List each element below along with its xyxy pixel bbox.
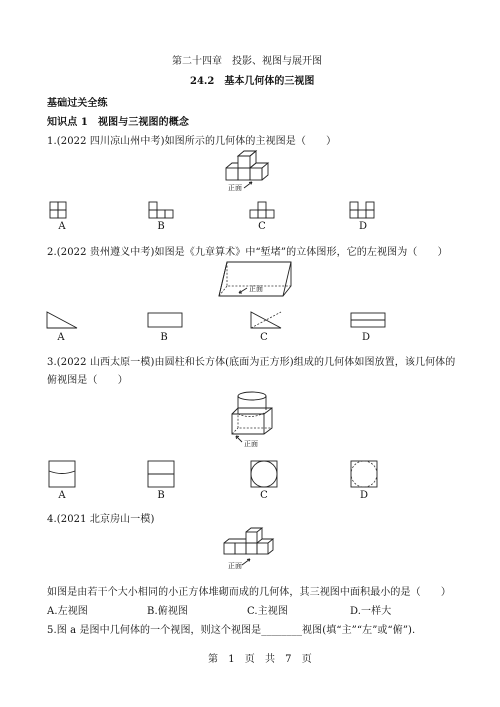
q2-option-c[interactable]: C [260,332,268,343]
q4-choice-c[interactable]: C.主视图 [247,606,288,617]
q4-choice-b[interactable]: B.俯视图 [147,606,189,617]
q3-option-b-figure [147,460,175,488]
q2-option-a-figure [46,311,78,329]
question-3-solid-figure [226,388,282,448]
q1-option-c-figure [249,201,275,219]
q3-option-a-figure [48,460,76,488]
q3-option-c[interactable]: C [260,490,268,501]
practice-heading: 基础过关全练 [47,98,108,109]
question-1-text: 1.(2022 四川凉山州中考)如图所示的几何体的主视图是（ ） [47,136,337,147]
q2-option-b[interactable]: B [160,332,168,343]
q1-option-b[interactable]: B [157,221,165,232]
q2-option-b-figure [147,312,183,328]
question-3-text-line1: 3.(2022 山西太原一模)由圆柱和长方体(底面为正方形)组成的几何体如图放置，该几何体的 [47,357,456,368]
q3-option-d-figure [350,460,378,488]
question-4-text: 4.(2021 北京房山一模) [47,514,155,525]
q1-option-a-figure [50,201,74,219]
front-label: 正面 [244,440,258,448]
front-label: 正面 [228,184,242,192]
question-5-text: 5.图 a 是图中几何体的一个视图，则这个视图是________视图(填“主”“左”或“俯”). [47,625,416,636]
question-3-text-line2: 俯视图是（ ） [47,375,128,386]
q3-option-a[interactable]: A [58,490,66,501]
question-2-solid-figure [213,258,293,306]
q3-option-b[interactable]: B [157,490,165,501]
question-1-solid-figure [222,148,282,194]
question-2-text: 2.(2022 贵州遵义中考)如图是《九章算术》中“堑堵”的立体图形，它的左视图为（ ） [47,247,448,258]
q1-option-a[interactable]: A [58,221,66,232]
q2-option-d-figure [350,312,386,328]
front-label: 正面 [249,285,263,293]
knowledge-point-heading: 知识点 1 视图与三视图的概念 [47,117,189,128]
q3-option-d[interactable]: D [359,490,369,501]
section-title: 24.2 基本几何体的三视图 [190,76,315,87]
q4-choice-a[interactable]: A.左视图 [47,606,88,617]
q2-option-c-figure [250,311,282,329]
chapter-title: 第二十四章 投影、视图与展开图 [172,56,322,67]
page-number: 第 1 页 共 7 页 [208,654,312,665]
q4-choice-d[interactable]: D.一样大 [350,606,392,617]
q1-option-b-figure [148,201,174,219]
q1-option-d[interactable]: D [358,221,368,232]
q2-option-d[interactable]: D [361,332,371,343]
front-label: 正面 [228,562,242,570]
q1-option-d-figure [349,201,375,219]
q1-option-c[interactable]: C [258,221,266,232]
q2-option-a[interactable]: A [57,332,65,343]
q3-option-c-figure [250,460,278,488]
question-4-body: 如图是由若干个大小相同的小正方体堆砌而成的几何体，其三视图中面积最小的是（ ） [47,587,451,598]
question-4-solid-figure [220,526,286,572]
